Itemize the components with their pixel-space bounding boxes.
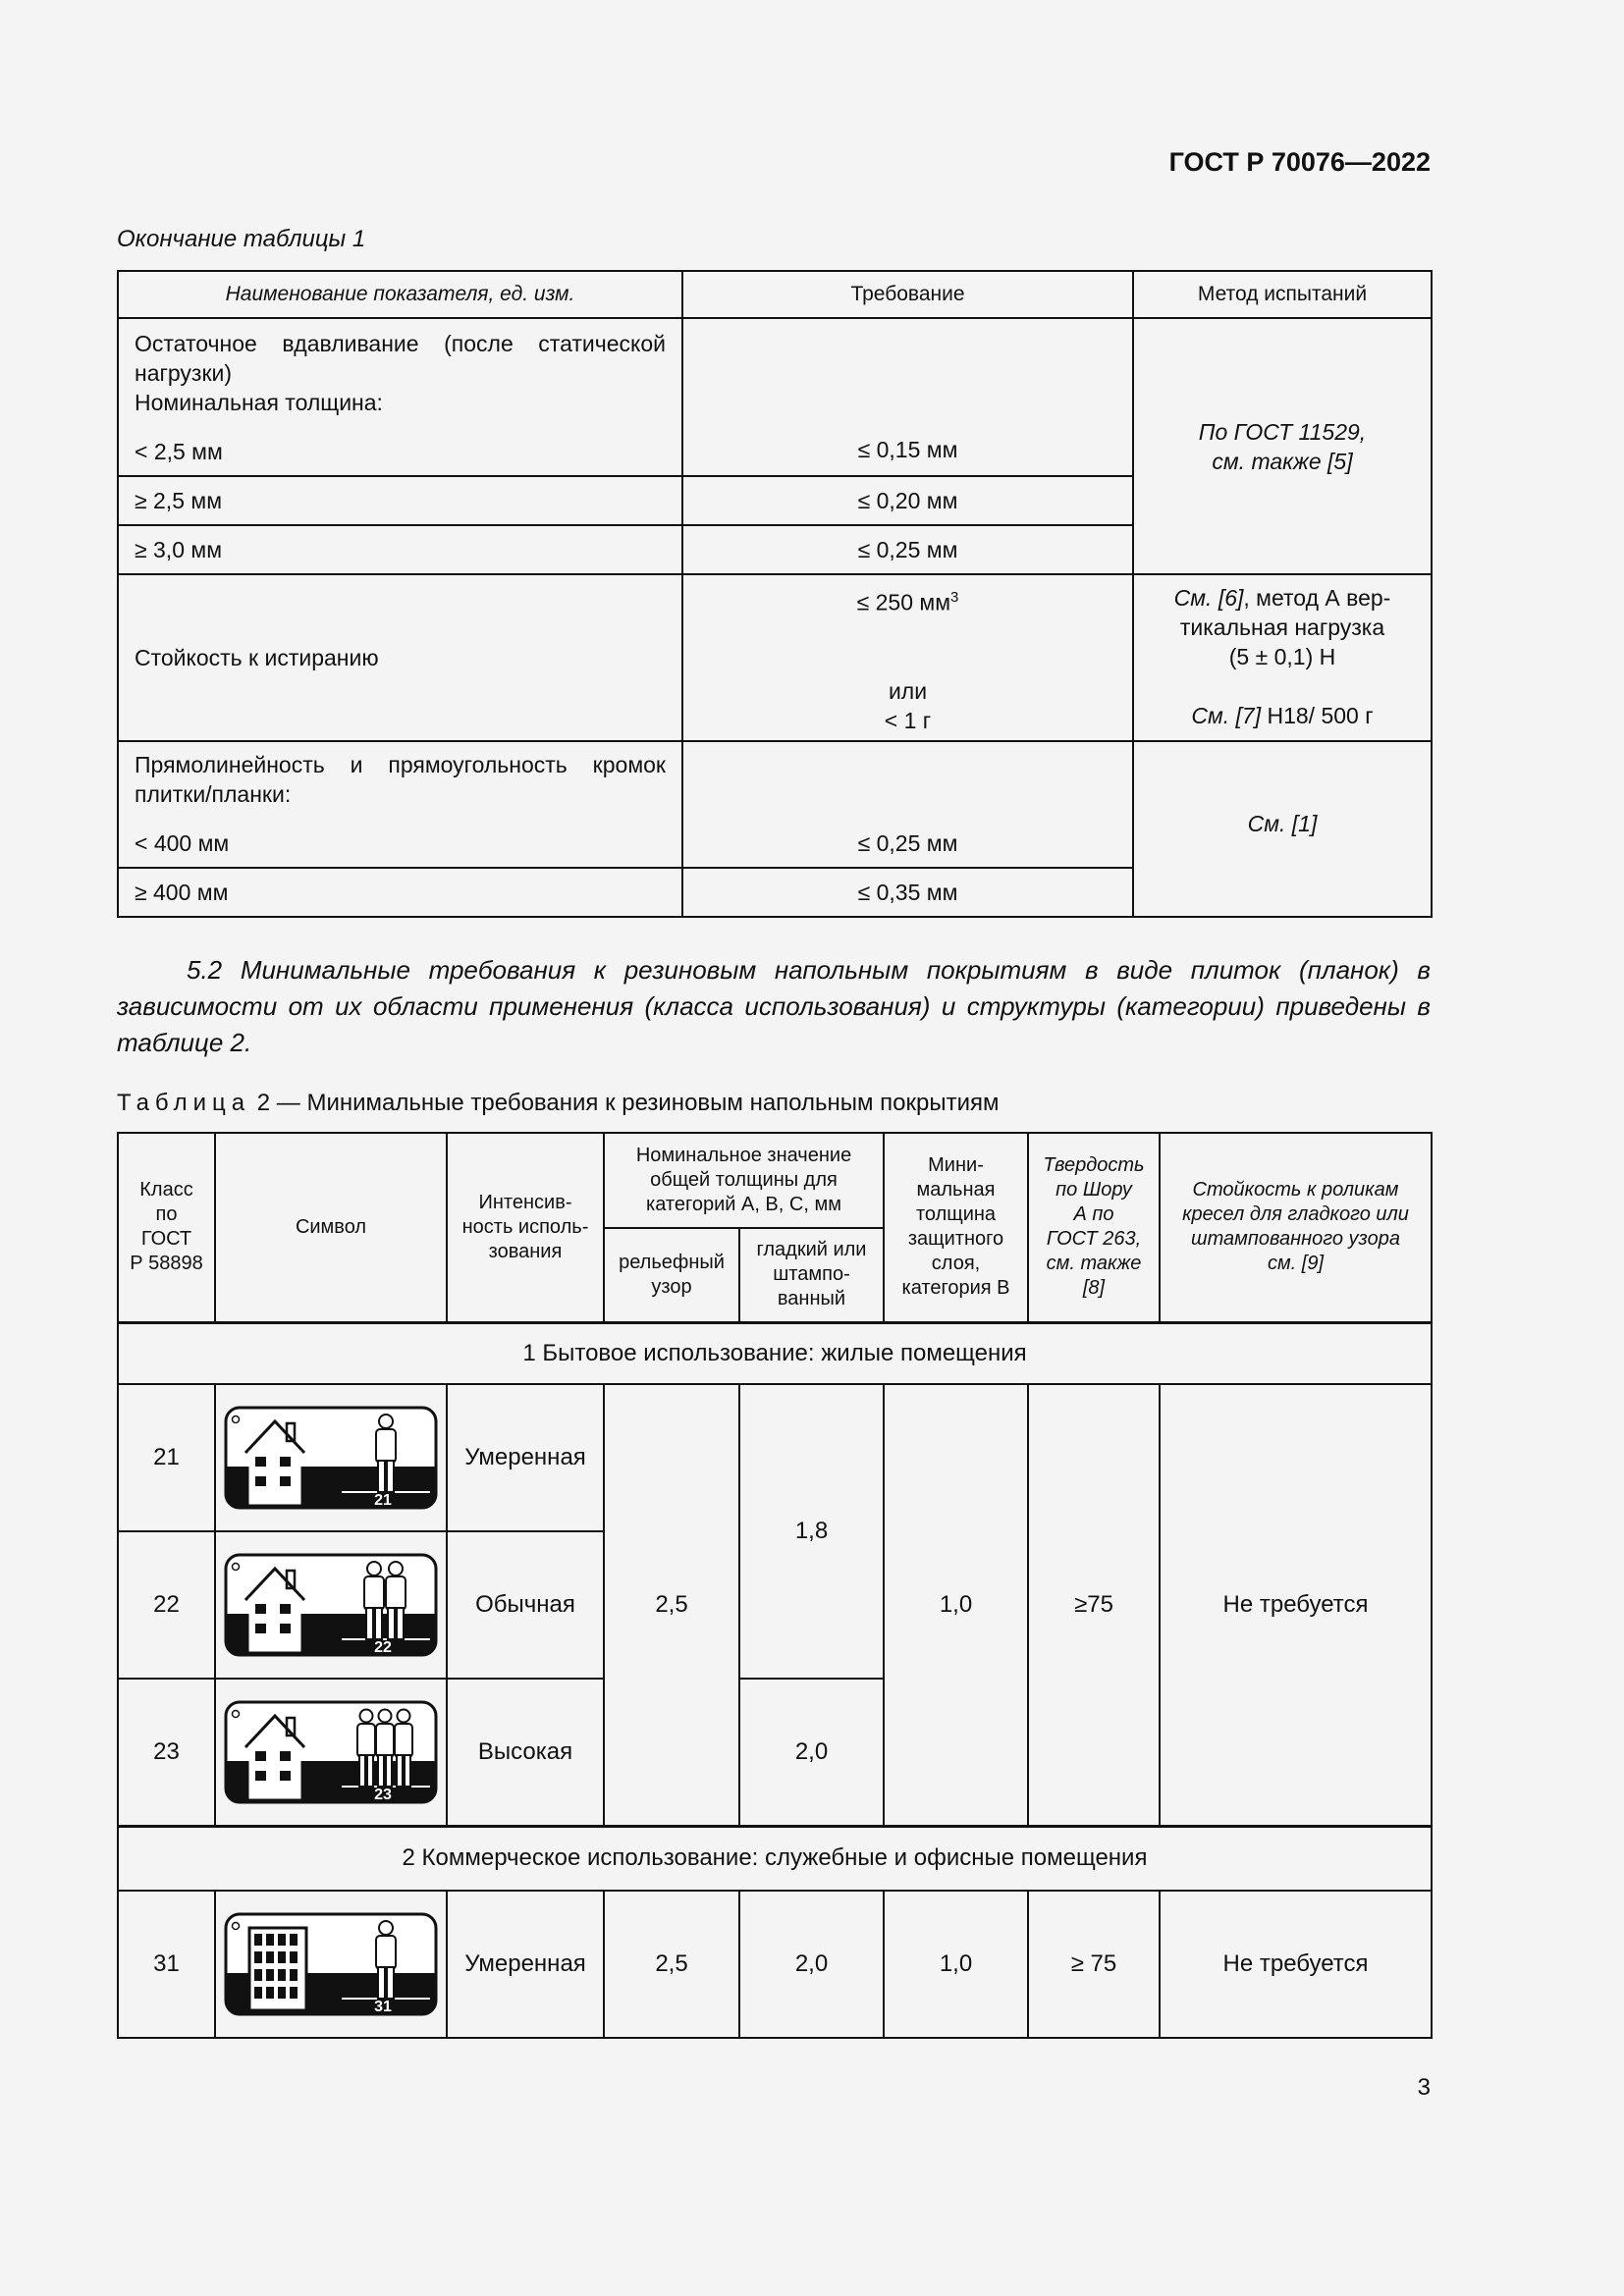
t1-abrasion-method-text1: , метод А вер- xyxy=(1243,585,1391,611)
t2-row22-class: 22 xyxy=(118,1531,215,1679)
t1-edges-row-2-req: ≤ 0,35 мм xyxy=(682,868,1133,917)
t1-edges-title-2: плитки/планки: xyxy=(135,781,292,807)
t2-row23-intensity: Высокая xyxy=(447,1679,604,1826)
document-number: ГОСТ Р 70076—2022 xyxy=(1168,147,1431,177)
t1-col-name: Наименование показателя, ед. изм. xyxy=(118,271,682,318)
t1-indent-method xyxy=(1133,318,1432,574)
t2-row21-symbol xyxy=(215,1384,447,1531)
icon-label-21: 21 xyxy=(374,1492,392,1509)
t1-indent-row-3-name: ≥ 3,0 мм xyxy=(118,525,682,574)
t1-indent-title-1: Остаточное вдавливание (после статической xyxy=(135,331,666,356)
t1-indent-row-2-name: ≥ 2,5 мм xyxy=(118,476,682,525)
t1-indent-title-3: Номинальная толщина: xyxy=(135,390,383,415)
icon-label-22: 22 xyxy=(374,1639,392,1656)
t1-abrasion-req xyxy=(682,574,1133,741)
t2-s1-smooth-a: 1,8 xyxy=(739,1384,884,1679)
t1-abrasion-method xyxy=(1133,574,1432,741)
house-one-person-icon xyxy=(224,1406,438,1510)
icon-label-31: 31 xyxy=(374,1999,392,2015)
t1-indent-method-2: см. также [5] xyxy=(1212,449,1353,474)
t2-row21-class: 21 xyxy=(118,1384,215,1531)
t2-col-smooth: гладкий или штампо- ванный xyxy=(739,1228,884,1322)
t2-row31-smooth: 2,0 xyxy=(739,1891,884,2038)
t1-abrasion-method-line2: тикальная нагрузка xyxy=(1179,614,1385,640)
t2-section-1: 1 Бытовое использование: жилые помещения xyxy=(118,1322,1432,1384)
table2 xyxy=(117,1132,1433,2039)
paragraph-5-2: 5.2 Минимальные требования к резиновым напольным покрытиям в виде плиток (планок) в зависимости от их области применения (класса использования) и структуры (категории) приведены в таблице 2. xyxy=(117,955,1431,1057)
house-three-people-icon xyxy=(224,1700,438,1804)
t1-indent-method-1: По ГОСТ 11529, xyxy=(1198,419,1367,445)
table2-caption-label: Таблица xyxy=(117,1090,251,1116)
t2-row23-class: 23 xyxy=(118,1679,215,1826)
t2-row31-casters: Не требуется xyxy=(1160,1891,1432,2038)
t2-row31-min-layer: 1,0 xyxy=(884,1891,1028,2038)
table1-caption: Окончание таблицы 1 xyxy=(117,226,366,252)
icon-label-23: 23 xyxy=(374,1786,392,1803)
t1-abrasion-method-ref1: См. [6] xyxy=(1173,585,1244,611)
t1-col-req: Требование xyxy=(682,271,1133,318)
t1-abrasion-req-value: ≤ 250 мм xyxy=(856,589,951,615)
t1-indent-row-1-req: ≤ 0,15 мм xyxy=(682,318,1133,476)
t2-col-class: Класс по ГОСТ Р 58898 xyxy=(118,1133,215,1322)
t1-indent-row-3-req: ≤ 0,25 мм xyxy=(682,525,1133,574)
t1-col-method: Метод испытаний xyxy=(1133,271,1432,318)
t2-s1-relief: 2,5 xyxy=(604,1384,739,1826)
t1-edges-title-1: Прямолинейность и прямоугольность кромок xyxy=(135,752,666,777)
t1-indent-title-2: нагрузки) xyxy=(135,360,233,386)
t2-s1-min-layer: 1,0 xyxy=(884,1384,1028,1826)
t2-col-intensity: Интенсив- ность исполь- зования xyxy=(447,1133,604,1322)
t2-section-2: 2 Коммерческое использование: служебные и офисные помещения xyxy=(118,1826,1432,1891)
t1-abrasion-req-or: или xyxy=(888,677,928,704)
t2-row31-hardness: ≥ 75 xyxy=(1028,1891,1160,2038)
t1-abrasion-method-ref2: См. [7] xyxy=(1191,703,1262,728)
t2-row22-symbol xyxy=(215,1531,447,1679)
t2-row23-symbol xyxy=(215,1679,447,1826)
t1-indent-row-2-req: ≤ 0,20 мм xyxy=(682,476,1133,525)
t2-col-hardness: Твердость по Шору А по ГОСТ 263, см. также [8] xyxy=(1028,1133,1160,1322)
t1-abrasion-method-text2: Н18/ 500 г xyxy=(1261,703,1374,728)
t2-s1-smooth-b: 2,0 xyxy=(739,1679,884,1826)
t2-s1-casters: Не требуется xyxy=(1160,1384,1432,1826)
table1 xyxy=(117,270,1433,918)
t2-col-casters: Стойкость к роликам кресел для гладкого или штампованного узора см. [9] xyxy=(1160,1133,1432,1322)
t2-col-min-layer: Мини- мальная толщина защитного слоя, категория В xyxy=(884,1133,1028,1322)
t2-row31-intensity: Умеренная xyxy=(447,1891,604,2038)
t1-abrasion-req-alt: < 1 г xyxy=(884,707,932,733)
t2-col-thickness-group: Номинальное значение общей толщины для категорий А, В, С, мм xyxy=(604,1133,884,1228)
t1-edges-row-1-req: ≤ 0,25 мм xyxy=(682,741,1133,868)
t1-edges-row-2-name: ≥ 400 мм xyxy=(118,868,682,917)
t2-col-relief: рельефный узор xyxy=(604,1228,739,1322)
t1-edges-method: См. [1] xyxy=(1133,741,1432,917)
t2-s1-hardness: ≥75 xyxy=(1028,1384,1160,1826)
office-one-person-icon xyxy=(224,1912,438,2016)
t2-row31-class: 31 xyxy=(118,1891,215,2038)
t2-row22-intensity: Обычная xyxy=(447,1531,604,1679)
t1-indent-row-1-name: < 2,5 мм xyxy=(135,439,223,464)
page-number: 3 xyxy=(1417,2074,1431,2101)
t2-row31-symbol xyxy=(215,1891,447,2038)
house-two-people-icon xyxy=(224,1553,438,1657)
t2-row31-relief: 2,5 xyxy=(604,1891,739,2038)
t1-abrasion-method-line3: (5 ± 0,1) Н xyxy=(1228,644,1336,669)
t2-row21-intensity: Умеренная xyxy=(447,1384,604,1531)
t1-abrasion-req-sup: 3 xyxy=(950,589,959,606)
t2-col-symbol: Символ xyxy=(215,1133,447,1322)
table2-caption xyxy=(117,1090,1000,1117)
t1-abrasion-name: Стойкость к истиранию xyxy=(118,574,682,741)
t1-edges-row-1-name: < 400 мм xyxy=(135,830,230,856)
table2-caption-text: 2 — Минимальные требования к резиновым напольным покрытиям xyxy=(256,1090,1000,1116)
